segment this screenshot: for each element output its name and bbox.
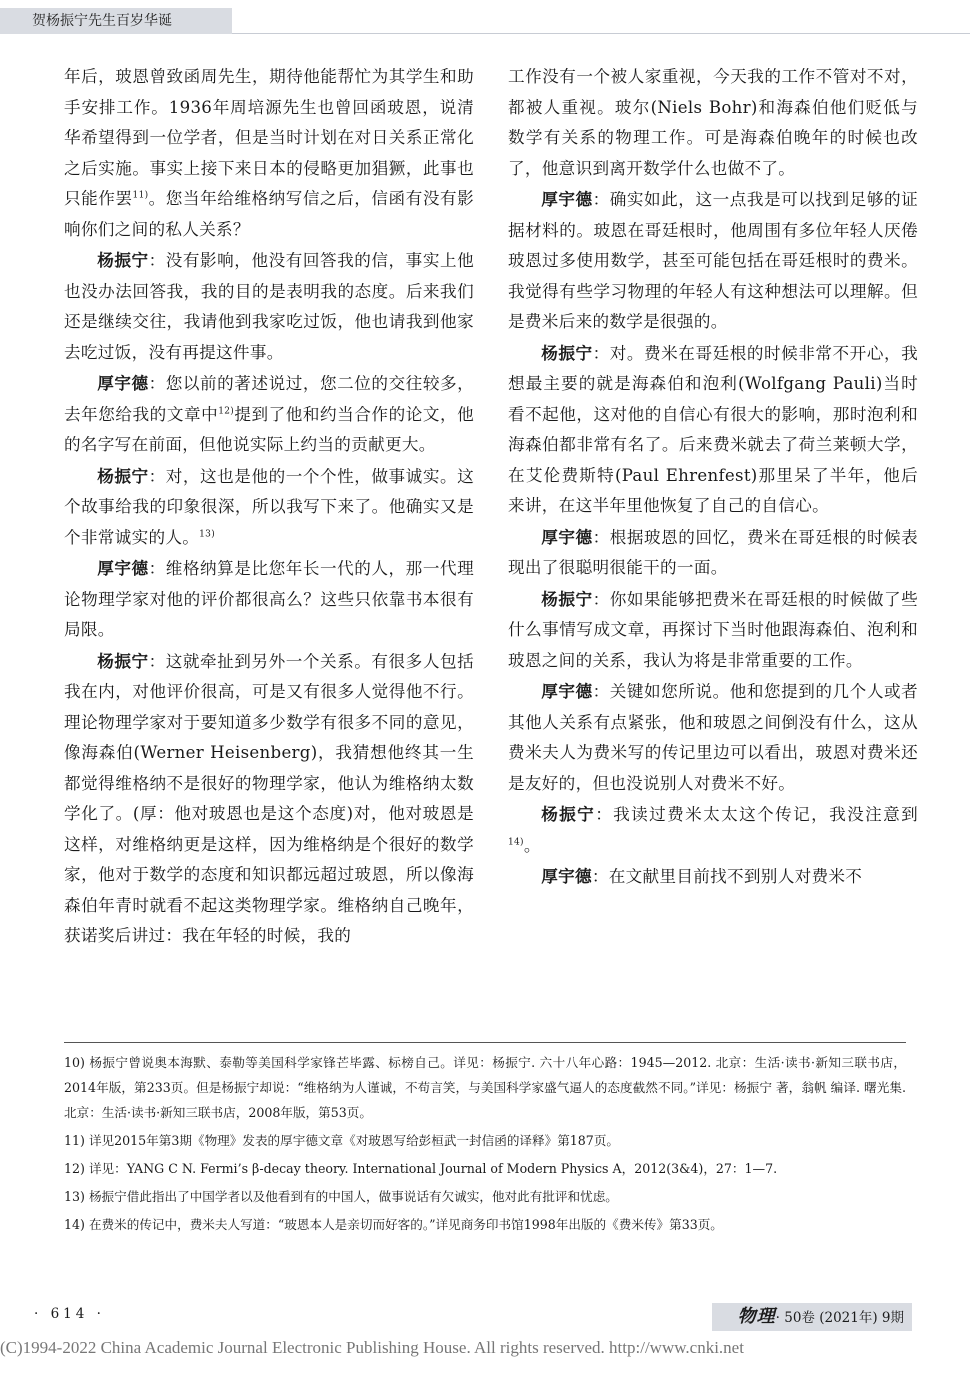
paragraph: 杨振宁：这就牵扯到另外一个关系。有很多人包括我在内，对他评价很高，可是又有很多人觉得他不行。理论物理学家对于要知道多少数学有很多不同的意见，像海森伯(Werner Heisenberg)，我猜想他终其一生都觉得维格纳不是很好的物理学家，他认为维格纳太数学化了。(厚：他对玻恩也是这个态度)对，他对玻恩是这样，对维格纳更是这样，因为维格纳是个很好的数学家，他对于数学的态度和知识都远超过玻恩，所以像海森伯年青时就看不起这类物理学家。维格纳自己晚年，获诺奖后讲过：我在年轻的时候，我的 (64, 650, 474, 945)
copyright-line: (C)1994-2022 China Academic Journal Electronic Publishing House. All rights reserved. http://www.cnki.net (0, 1338, 744, 1357)
footnote: 12) 详见：YANG C N. Fermi’s β-decay theory. International Journal of Modern Physics A，2012(3&4)，27：1—7. (64, 1161, 778, 1176)
paragraph: 厚宇德：您以前的著述说过，您二位的交往较多，去年您给我的文章中$^{12)}$提到了他和约当合作的论文，他的名字写在前面，但他说实际上约当的贡献更大。 (64, 373, 475, 454)
footnote: 14) 在费米的传记中，费米夫人写道：“玻恩本人是亲切而好客的。”详见商务印书馆1998年出版的《费米传》第33页。 (64, 1217, 723, 1232)
paragraph: 年后，玻恩曾致函周先生，期待他能帮忙为其学生和助手安排工作。1936年周培源先生也曾回函玻恩，说清华希望得到一位学者，但是当时计划在对日关系正常化之后实施。事实上接下来日本的侵略更加猖獗，此事也只能作罢$^{11)}$。您当年给维格纳写信之后，信函有没有影响你们之间的私人关系？ (64, 67, 474, 239)
speaker-name: 杨振宁 (541, 588, 593, 609)
footnote-ref[interactable]: 14) (508, 836, 524, 847)
speaker-name: 厚宇德 (541, 189, 593, 209)
speaker-name: 厚宇德 (541, 866, 592, 886)
paragraph: 杨振宁：对，这也是他的一个个性，做事诚实。这个故事给我的印象很深，所以我写下来了。他确实又是个非常诚实的人。$^{13)}$ (64, 465, 474, 547)
journal-issue: · 50卷 (2021年) 9期 (775, 1310, 904, 1326)
speaker-name: 杨振宁 (541, 342, 593, 363)
paragraph: 厚宇德：确实如此，这一点我是可以找到足够的证据材料的。玻恩在哥廷根时，他周围有多位年轻人厌倦玻恩过多使用数学，甚至可能包括在哥廷根时的费米。我觉得有些学习物理的年轻人有这种想法可以理解。但是费米后来的数学是很强的。 (508, 189, 918, 331)
paragraph: 厚宇德：关键如您所说。他和您提到的几个人或者其他人关系有点紧张，他和玻恩之间倒没有什么，这从费米夫人为费米写的传记里边可以看出，玻恩对费米还是友好的，但也没说别人对费米不好。 (508, 681, 918, 793)
speaker-name: 厚宇德 (97, 373, 149, 393)
footnote-ref[interactable]: 11) (132, 190, 149, 201)
paragraph: 工作没有一个被人家重视，今天我的工作不管对不对，都被人重视。玻尔(Niels Bohr)和海森伯他们贬低与数学有关系的物理工作。可是海森伯晚年的时候也改了，他意识到离开数学什么也做不了。 (508, 67, 918, 178)
speaker-name: 杨振宁 (97, 250, 149, 270)
paragraph: 厚宇德：维格纳算是比您年长一代的人，那一代理论物理学家对他的评价都很高么？这些只依靠书本很有局限。 (64, 558, 474, 639)
paragraph: 杨振宁：我读过费米太太这个传记，我没注意到$^{14)}$。 (508, 804, 919, 855)
footnotes (64, 1050, 906, 1240)
left-column (64, 62, 474, 952)
speaker-name: 杨振宁 (97, 650, 149, 671)
journal-name: 物理 (737, 1306, 776, 1327)
speaker-name: 杨振宁 (541, 804, 596, 824)
paragraph: 杨振宁：没有影响，他没有回答我的信，事实上他也没办法回答我，我的目的是表明我的态度。后来我们还是继续交往，我请他到我家吃过饭，他也请我到他家去吃过饭，没有再提这件事。 (64, 250, 474, 362)
footnote-divider (64, 1042, 906, 1043)
speaker-name: 厚宇德 (541, 526, 593, 547)
header-rule (232, 33, 970, 34)
footnote-ref[interactable]: 12) (218, 405, 235, 416)
paragraph: 杨振宁：对。费米在哥廷根的时候非常不开心，我想最主要的就是海森伯和泡利(Wolfgang Pauli)当时看不起他，这对他的自信心有很大的影响，那时泡利和海森伯都非常有名了。后来费米就去了荷兰莱顿大学，在艾伦费斯特(Paul Ehrenfest)那里呆了半年，他后来讲，在这半年里他恢复了自己的自信心。 (508, 342, 918, 515)
journal-info (712, 1303, 912, 1331)
section-title: 贺杨振宁先生百岁华诞 (32, 13, 172, 29)
footnote: 13) 杨振宁借此指出了中国学者以及他看到有的中国人，做事说话有欠诚实，他对此有批评和忧虑。 (64, 1189, 618, 1204)
paragraph: 厚宇德：根据玻恩的回忆，费米在哥廷根的时候表现出了很聪明很能干的一面。 (508, 526, 918, 577)
footnote: 11) 详见2015年第3期《物理》发表的厚宇德文章《对玻恩写给彭桓武一封信函的译释》第187页。 (64, 1133, 620, 1148)
speaker-name: 杨振宁 (97, 465, 149, 486)
page-number: · 614 · (34, 1306, 105, 1322)
footnote-ref[interactable]: 13) (199, 528, 216, 539)
paragraph: 厚宇德：在文献里目前找不到别人对费米不 (541, 866, 863, 886)
paragraph: 杨振宁：你如果能够把费米在哥廷根的时候做了些什么事情写成文章，再探讨下当时他跟海森伯、泡利和玻恩之间的关系，我认为将是非常重要的工作。 (508, 588, 918, 670)
section-title-tab (0, 8, 232, 34)
right-column (508, 62, 918, 893)
footnote: 10) 杨振宁曾说奥本海默、泰勒等美国科学家锋芒毕露、标榜自己。详见：杨振宁. 六十八年心路：1945—2012. 北京：生活·读书·新知三联书店，2014年版，第233页。但是杨振宁却说：“维格纳为人谨诚，不苟言笑，与美国科学家盛气逼人的态度截然不同。”详见：杨振宁 著，翁帆 编译. 曙光集. 北京：生活·读书·新知三联书店，2008年版，第53页。 (64, 1055, 906, 1120)
speaker-name: 厚宇德 (97, 558, 149, 578)
speaker-name: 厚宇德 (541, 681, 593, 701)
